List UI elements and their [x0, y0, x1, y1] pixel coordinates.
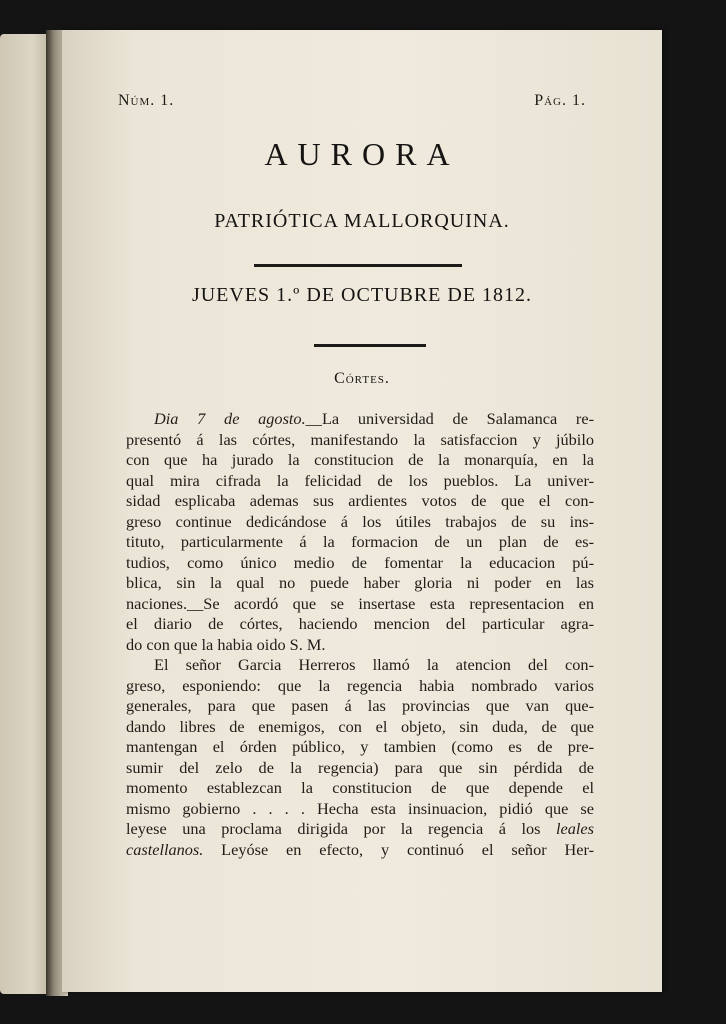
body-line: greso, esponiendo: que la regencia habia nombrado varios	[126, 675, 594, 695]
body-line: greso continue dedicándose á los útiles trabajos de su ins-	[126, 511, 594, 531]
body-line: sumir del zelo de la regencia) para que sin pérdida de	[126, 757, 594, 777]
body-line: momento establezcan la constitucion de que depende el	[126, 778, 594, 797]
body-line: dando libres de enemigos, con el objeto, sin duda, de que	[126, 716, 594, 736]
body-line: El señor Garcia Herreros llamó la atencion del con-	[154, 655, 594, 674]
date-rule	[314, 344, 426, 347]
body-line: do con que la habia oido S. M.	[126, 634, 326, 654]
issue-date: JUEVES 1.º DE OCTUBRE DE 1812.	[191, 284, 533, 306]
newspaper-title: AURORA	[264, 136, 460, 172]
body-line: sidad esplicaba ademas sus ardientes votos de que el con-	[126, 491, 594, 510]
page-number: Pág. 1.	[534, 92, 586, 109]
body-line: naciones.__Se acordó que se insertase esta representacion en	[126, 593, 594, 613]
section-heading: Córtes.	[334, 370, 390, 387]
body-line: Dia 7 de agosto.__La universidad de Salamanca re-	[154, 409, 594, 428]
article-body	[126, 409, 594, 860]
body-line: blica, sin la qual no puede haber gloria ni poder en las	[126, 573, 594, 592]
newspaper-subtitle: PATRIÓTICA MALLORQUINA.	[214, 210, 510, 232]
body-line: castellanos. Leyóse en efecto, y continuó el señor Her-	[126, 839, 594, 859]
body-line: mismo gobierno . . . . Hecha esta insinuacion, pidió que se	[126, 798, 594, 818]
body-line: presentó á las córtes, manifestando la satisfaccion y júbilo	[126, 429, 594, 449]
body-line: qual mira cifrada la felicidad de los pueblos. La univer-	[126, 470, 594, 490]
body-line: tudios, como único medio de fomentar la educacion pú-	[126, 552, 594, 572]
newspaper-page	[62, 30, 662, 992]
issue-number: Núm. 1.	[118, 92, 175, 109]
body-line: mantengan el órden público, y tambien (como es de pre-	[126, 737, 594, 756]
body-line: tituto, particularmente á la formacion de un plan de es-	[126, 532, 594, 551]
masthead-rule	[254, 264, 462, 267]
body-line: el diario de córtes, haciendo mencion del particular agra-	[126, 614, 594, 633]
running-head	[118, 92, 598, 116]
body-line: leyese una proclama dirigida por la regencia á los leales	[126, 819, 594, 838]
body-line: con que ha jurado la constitucion de la monarquía, en la	[126, 450, 594, 469]
body-line: generales, para que pasen á las provincias que van que-	[126, 696, 594, 715]
